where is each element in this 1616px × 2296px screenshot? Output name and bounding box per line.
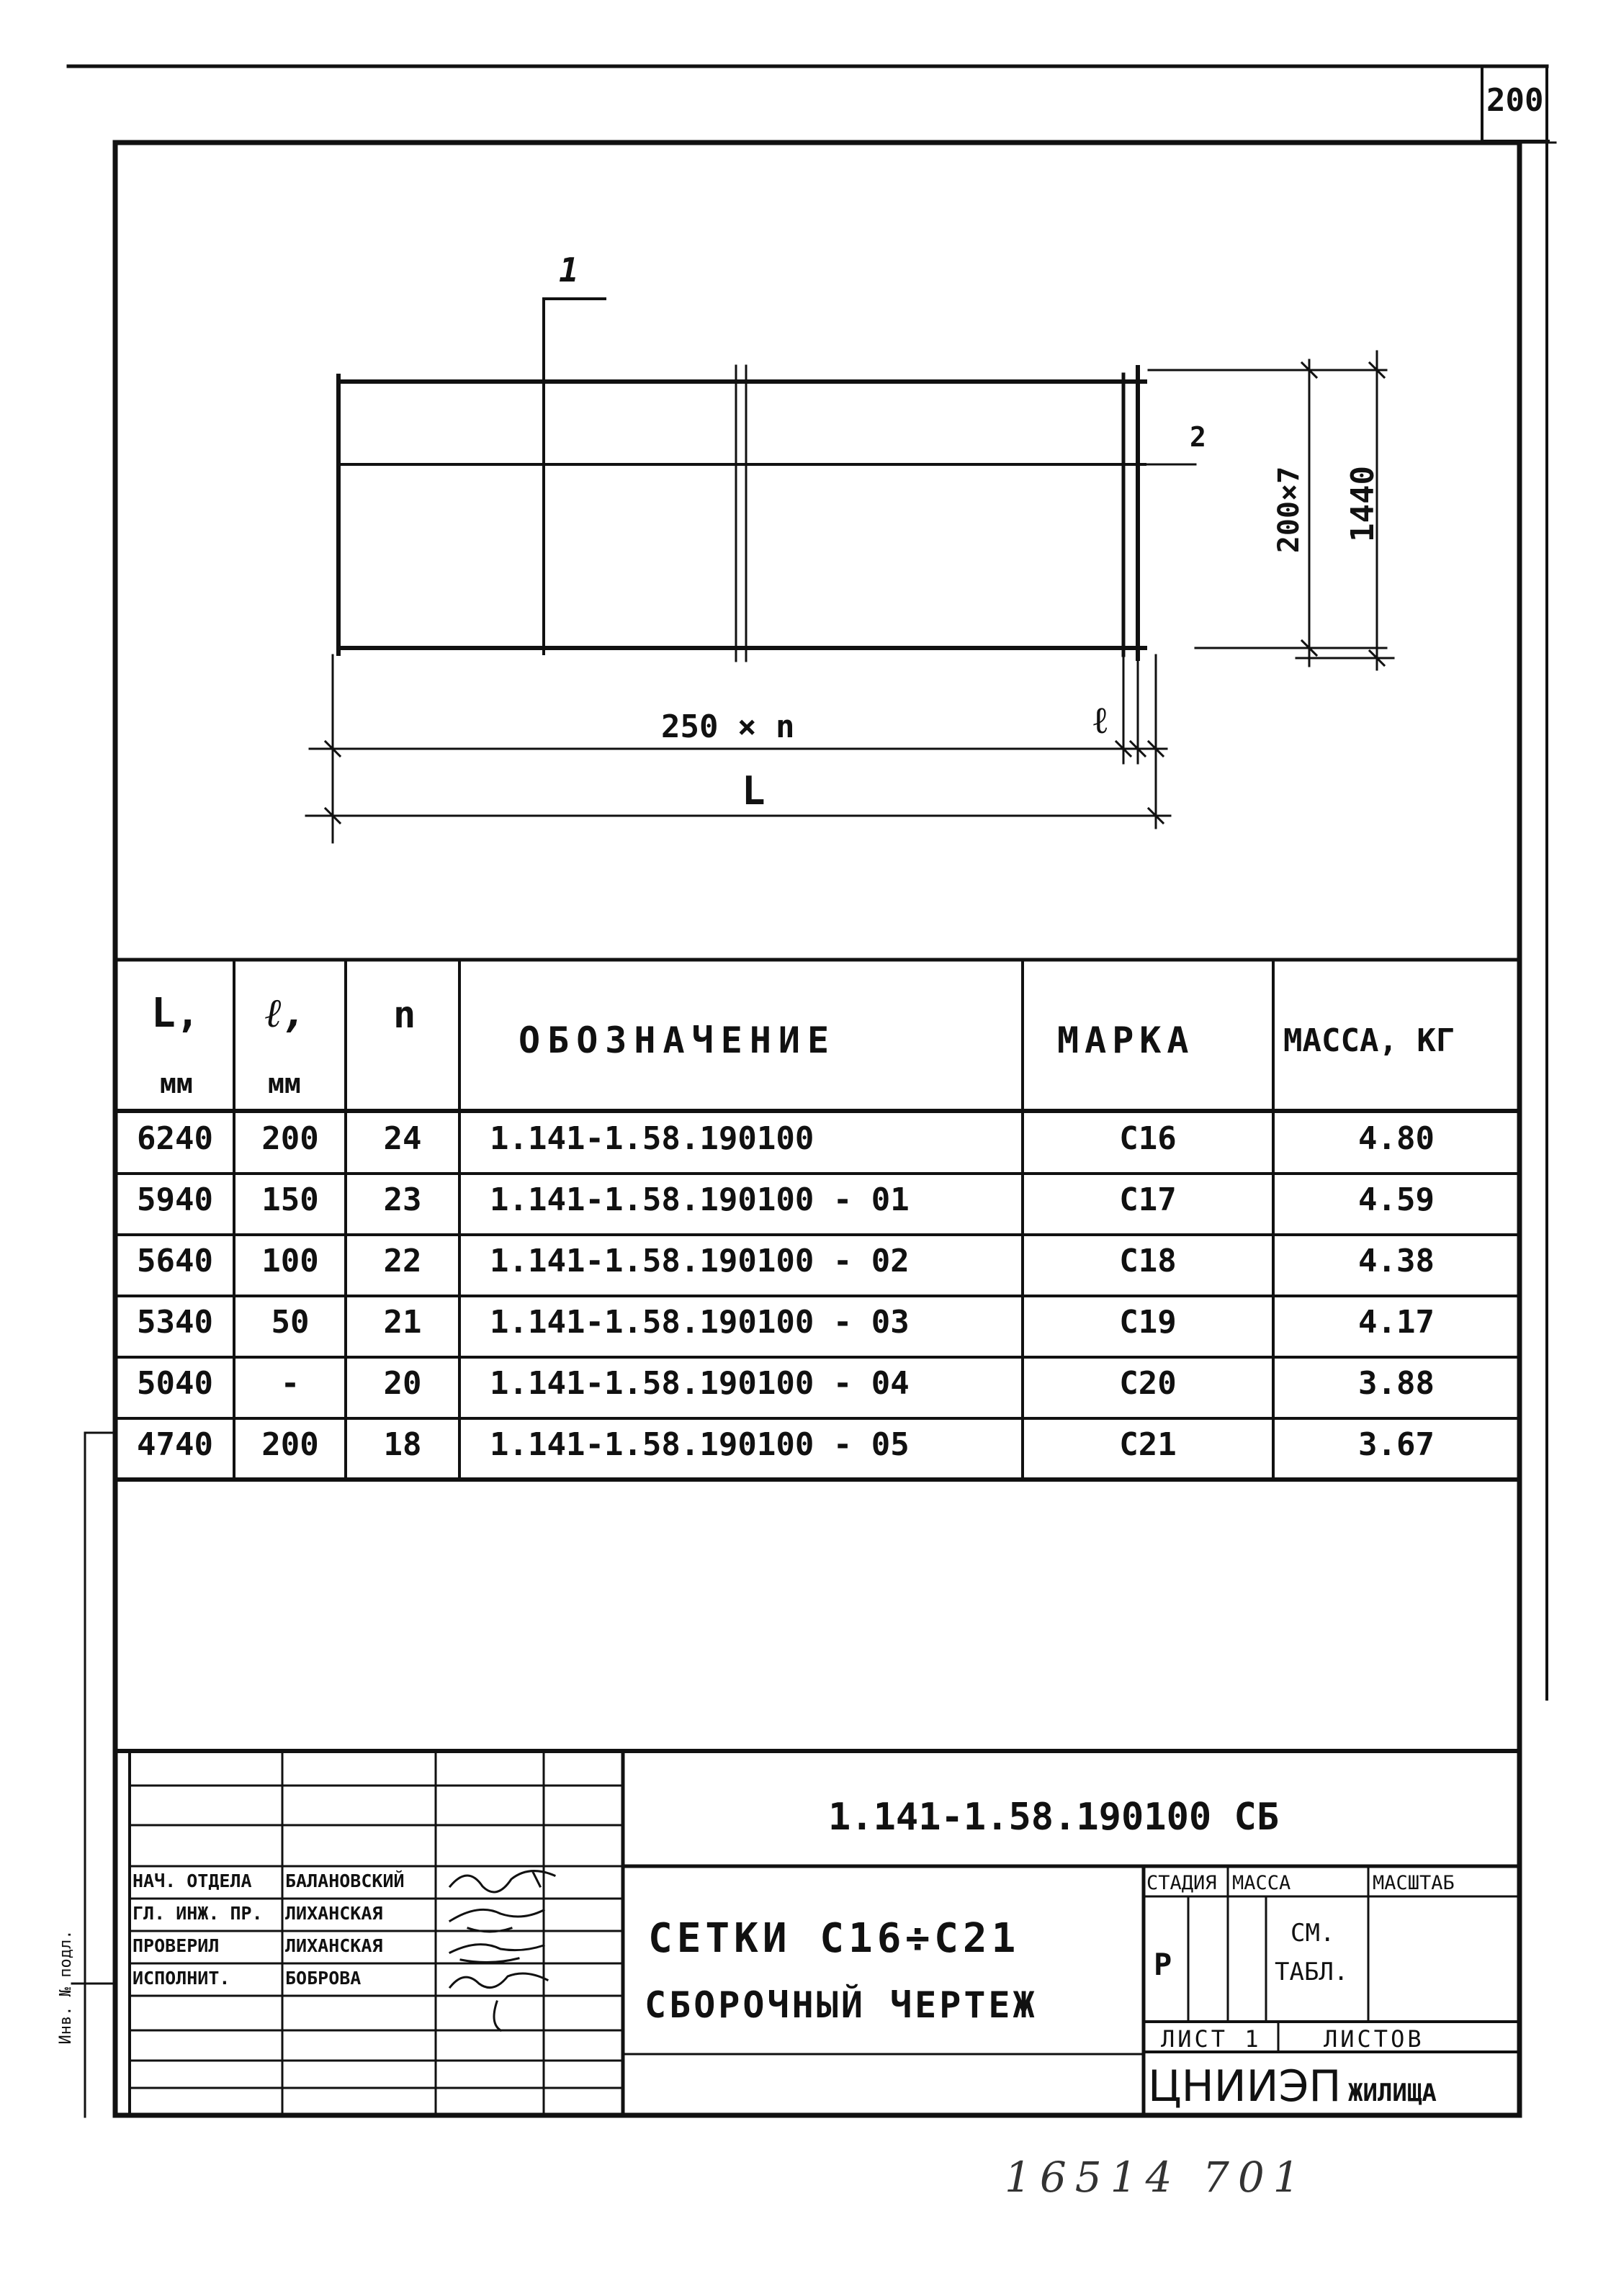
sheets-label: ЛИСТОВ — [1324, 2025, 1424, 2053]
table-cell-n: 21 — [383, 1304, 422, 1341]
section-mark: 1 — [559, 251, 579, 289]
header-mass: МАССА, КГ — [1283, 1022, 1455, 1059]
table-cell-designation: 1.141-1.58.190100 - 04 — [490, 1365, 910, 1402]
dim-total-width: 1440 — [1345, 466, 1381, 542]
handwritten-footer: 16514 701 — [1005, 2153, 1308, 2202]
stage-label: СТАДИЯ — [1146, 1872, 1217, 1894]
mass-value-line-1: СМ. — [1290, 1919, 1335, 1948]
side-stamp: Инв. № подл. — [57, 1930, 75, 2045]
table-cell-designation: 1.141-1.58.190100 — [490, 1120, 814, 1157]
stage-value: Р — [1154, 1947, 1172, 1982]
table-cell-mark: С17 — [1119, 1181, 1177, 1218]
table-cell-mark: С19 — [1119, 1304, 1177, 1341]
table-cell-mass: 4.17 — [1358, 1304, 1435, 1341]
table-cell-n: 23 — [383, 1181, 422, 1218]
table-cell-L: 4740 — [137, 1426, 213, 1463]
table-cell-n: 22 — [383, 1243, 422, 1279]
table-cell-mass: 4.59 — [1358, 1181, 1435, 1218]
table-cell-l: 100 — [261, 1243, 319, 1279]
table-cell-L: 5340 — [137, 1304, 213, 1341]
signature-name: БОБРОВА — [285, 1968, 362, 1989]
table-cell-l: 200 — [261, 1120, 319, 1157]
table-cell-L: 6240 — [137, 1120, 213, 1157]
title-line-1: СЕТКИ С16÷С21 — [648, 1915, 1020, 1962]
header-L-unit: мм — [160, 1068, 193, 1099]
signature-role: ИСПОЛНИТ. — [133, 1968, 230, 1989]
sheet-label: ЛИСТ 1 — [1161, 2025, 1262, 2053]
scale-label: МАСШТАБ — [1373, 1872, 1455, 1894]
mass-label: МАССА — [1232, 1872, 1291, 1894]
table-cell-l: 50 — [271, 1304, 310, 1341]
table-cell-mass: 3.67 — [1358, 1426, 1435, 1463]
table-cell-mass: 3.88 — [1358, 1365, 1435, 1402]
table-cell-l: 200 — [261, 1426, 319, 1463]
table-cell-designation: 1.141-1.58.190100 - 03 — [490, 1304, 910, 1341]
table-cell-l: 150 — [261, 1181, 319, 1218]
table-cell-L: 5040 — [137, 1365, 213, 1402]
table-cell-designation: 1.141-1.58.190100 - 02 — [490, 1243, 910, 1279]
table-cell-designation: 1.141-1.58.190100 - 05 — [490, 1426, 910, 1463]
title-line-2: СБОРОЧНЫЙ ЧЕРТЕЖ — [645, 1984, 1038, 2026]
organization-suffix: ЖИЛИЩА — [1348, 2079, 1437, 2107]
header-n: n — [393, 994, 416, 1037]
sheet-number: 200 — [1486, 82, 1544, 119]
dim-total-length: L — [742, 768, 766, 814]
header-L: L, — [151, 990, 200, 1037]
table-cell-mark: С18 — [1119, 1243, 1177, 1279]
dim-spacing-horizontal: 250 × n — [661, 708, 795, 745]
header-l: ℓ, — [265, 990, 307, 1037]
table-cell-mass: 4.38 — [1358, 1243, 1435, 1279]
signature-name: ЛИХАНСКАЯ — [285, 1935, 383, 1956]
table-cell-mark: С16 — [1119, 1120, 1177, 1157]
header-l-unit: мм — [268, 1068, 301, 1099]
mass-value-line-2: ТАБЛ. — [1275, 1958, 1349, 1986]
document-code: 1.141-1.58.190100 СБ — [828, 1796, 1280, 1839]
table-cell-mark: С21 — [1119, 1426, 1177, 1463]
dim-end-offset: ℓ — [1093, 699, 1108, 742]
signature-role: ПРОВЕРИЛ — [133, 1935, 220, 1956]
table-cell-n: 18 — [383, 1426, 422, 1463]
signature-name: БАЛАНОВСКИЙ — [285, 1870, 405, 1891]
organization: ЦНИИЭП — [1148, 2061, 1342, 2112]
table-cell-designation: 1.141-1.58.190100 - 01 — [490, 1181, 910, 1218]
table-cell-l: - — [280, 1365, 300, 1402]
table-cell-mark: С20 — [1119, 1365, 1177, 1402]
signature-role: ГЛ. ИНЖ. ПР. — [133, 1903, 263, 1924]
table-cell-L: 5640 — [137, 1243, 213, 1279]
header-designation: ОБОЗНАЧЕНИЕ — [519, 1019, 837, 1061]
signature-role: НАЧ. ОТДЕЛА — [133, 1870, 252, 1891]
table-cell-n: 24 — [383, 1120, 422, 1157]
header-mark: МАРКА — [1057, 1019, 1195, 1061]
signature-name: ЛИХАНСКАЯ — [285, 1903, 383, 1924]
position-mark: 2 — [1190, 421, 1206, 453]
table-cell-L: 5940 — [137, 1181, 213, 1218]
dim-spacing-vertical: 200×7 — [1272, 466, 1306, 554]
table-cell-n: 20 — [383, 1365, 422, 1402]
table-cell-mass: 4.80 — [1358, 1120, 1435, 1157]
